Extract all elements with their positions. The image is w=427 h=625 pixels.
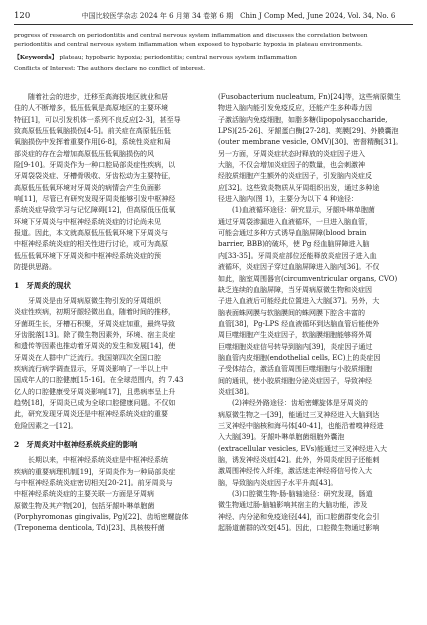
text-line: 疾病的重要病理机制[19]，牙周炎作为一种局部炎症 [14,467,176,476]
text-line: 入大脑[39]。牙龈卟啉单胞菌细胞外囊泡 [218,433,345,442]
abstract-line: periodontitis and central nervous system inflammation when exposed to hypobaric hypoxia in plateau environments. [14,42,363,49]
text-line: 大脑，不仅会增加炎症因子的数量，也会刺激神 [218,161,365,170]
text-line: 中枢神经系统炎症的主要关联一方面是牙周病 [14,490,154,499]
text-line: (3)口腔微生物-肠-脑轴途径：研究发现，肠道 [232,490,373,499]
page-number: 120 [14,11,31,21]
text-line: 此，研究发现牙周炎还是中枢神经系统炎症的重要 [14,410,168,419]
text-line: (2)神经外路途径：齿垢密螺旋体是牙周炎的 [232,399,368,408]
section-1-paragraph [14,296,209,432]
text-line: 神经、内分泌和免疫途径[44]，而口腔菌群变化会引 [218,512,380,521]
text-line: 激周围神经传入纤维，激活迷走神经将信号传入大 [218,467,372,476]
text-line: 部炎症的存在会增加高原低压低氧脑损伤的风 [14,149,154,158]
text-line: 报道。因此，本文就高原低压低氧环境下牙周炎与 [14,229,168,238]
continued-paragraph [218,92,413,205]
text-line: 防提供思路。 [14,263,56,272]
keywords-line [14,53,413,63]
text-line: 高原低压低氧环境对牙周炎的病情会产生负面影 [14,183,161,192]
route-3-paragraph [218,489,413,534]
text-line: 子激活脑内免疫细胞，如脂多糖(lipopolysaccharide, [218,115,388,124]
text-line: 低压低氧环境下牙周炎和中枢神经系统炎症的预 [14,251,161,260]
text-line: 系统炎症导致学习与记忆障碍[12]，但高原低压低氧 [14,206,176,215]
header-rule [14,24,413,25]
text-line: 趋势[18]，牙周炎已成为全球口腔健康问题。不仅如 [14,398,176,407]
text-line: 径进入脑内(图 1)，主要分为以下 4 种途径： [218,195,359,204]
section-2-paragraph [14,455,209,534]
text-line: 微生物通过肠-脑轴影响其宿主的大脑功能，涉及 [218,501,368,510]
text-line: 液循环，炎症因子穿过血脑屏障进入脑内[36]。不仅 [218,263,380,272]
text-line: LPS)[25-26]、牙龈蛋白酶[27-28]、荚膜[29]、外膜囊泡 [218,127,399,136]
text-line: 缺乏连续的血脑屏障，当牙周病原微生物和炎症因 [218,285,372,294]
text-line: (Treponema denticola, Td)[23]、具核梭杆菌 [14,524,165,533]
english-abstract-tail [14,32,413,74]
text-line: (outer membrane vesicle, OMV)[30]、密督精酶[31]。 [218,138,403,147]
text-line: 可能会通过多种方式诱导血脑屏障(blood brain [218,229,367,238]
abstract-line: progress of research on periodontitis and central nervous system inflammation and discusses the correlation between [14,33,368,39]
text-line: 起肠道菌群的改变[45]。因此，口腔微生物通过影响 [218,524,380,533]
text-line: 病原微生物之一[39]，能通过三叉神经进入大脑到达 [218,410,380,419]
text-line: 响[11]，尽管已有研究发现牙周炎能够引发中枢神经 [14,195,176,204]
text-line: 周巨噬细胞产生炎症因子，软脑膜细胞能够将外周 [218,331,372,340]
text-line: 牙周炎是由牙周病原微生物引发的牙周组织 [28,296,161,305]
text-line: 牙周袋袋炎症、牙槽骨吸收、牙齿松动为主要特征， [14,172,175,181]
text-line: 险[9-10]。牙周炎作为一种口腔局部炎症性疾病，以 [14,161,176,170]
text-line: 亿人的口腔健康受牙周炎影响[17]，且患病率呈上升 [14,387,176,396]
text-line: 长期以来，中枢神经系统炎症是中枢神经系统 [28,456,168,465]
text-line: (Porphyromonas gingivalis, Pg)[22]、齿垢密螺旋体 [14,513,189,522]
text-line: 牙齿脱落[13]。除了微生物因素外，环境、宿主炎症 [14,330,176,339]
text-line: 牙周炎在人群中广泛流行。我国第四次全国口腔 [14,353,161,362]
text-line: 脑表面蛛网膜与软脑膜间的蛛网膜下腔含丰富的 [218,308,365,317]
route-2-paragraph [218,398,413,489]
right-column [218,92,413,534]
text-line: 随着社会的进步，迁移至高海拔地区就业和居 [28,93,168,101]
text-line: 间的通讯，使小胶质细胞分泌炎症因子，导致神经 [218,376,372,385]
text-line: (extracellular vesicles, EVs)能通过三叉神经进入大 [218,444,387,453]
text-line: 脑，导致脑内炎症因子水平升高[43]。 [218,478,338,487]
text-line: 三叉神经中脑核和海马体[40-41]，也能沿着嗅神经进 [218,421,384,430]
text-line: 子受体结合，激活血管周围巨噬细胞与小胶质细胞 [218,365,372,374]
text-line: 炎症性疾病，初期牙龈轻微出血，随着时间的推移， [14,308,175,317]
text-line: 脑血管内皮细胞(endothelial cells, EC)上的炎症因 [218,353,381,362]
text-line: 危险因素之一[12]。 [14,421,78,430]
text-line: 氧脑损伤中发挥着重要作用[6-8]，系统性炎症和局 [14,138,171,147]
intro-paragraph [14,92,209,274]
text-line: 和遗传等因素也推动着牙周炎的发生和发展[14]，使 [14,342,176,351]
text-line: 与中枢神经系统炎症密切相关[20-21]。前牙周炎与 [14,479,173,487]
section-2-heading: 2 牙周炎对中枢神经系统炎症的影响 [14,439,138,449]
journal-citation: 中国比较医学杂志 2024 年 6 月第 34 卷第 6 期 Chin J Comp Med, June 2024, Vol. 34, No. 6 [81,12,396,20]
text-line: 血管[38]，Pg-LPS 经血液循环到达脑血管后能使外 [218,319,380,328]
text-line: 内[33-35]。牙周炎症部位还能释放炎症因子进入血 [218,251,377,260]
text-line: 物进入脑内能引发免疫反应，还能产生多种毒力因 [218,104,372,113]
text-line: 国成年人的口腔健康[15-16]。在全球范围内，约 7.43 [14,376,184,385]
keywords-label: 【Keywords】 [14,54,58,62]
text-line: 巨噬细胞炎症信号转导到脑内[39]，炎症因子通过 [218,342,373,351]
section-1-heading: 1 牙周炎的现状 [14,280,71,290]
text-line: 另一方面，牙周炎症状态时释放的炎症因子进入 [218,149,365,158]
text-line: (1)血液循环途径：研究显示，牙龈卟啉单胞菌 [232,206,375,215]
text-line: 住的人不断增多，低压低氧是高原地区的主要环境 [14,104,168,113]
abstract-lines [14,32,413,50]
left-column [14,92,209,535]
text-line: 炎症[38]。 [218,387,254,396]
text-line: 特征[1]，可以引发机体一系列不良反应[2-3]，甚至导 [14,115,181,124]
route-1-paragraph [218,205,413,398]
text-line: 如此，脑室周围器官(circumventricular organs, CVO) [218,274,398,283]
text-line: 致高原低压低氧脑损伤[4-5]。前关症在高原低压低 [14,127,171,136]
text-line: 原微生物及其产物[20]，包括牙龈卟啉单胞菌 [14,501,155,510]
text-line: 环境下牙周炎与中枢神经系统炎症的讨论尚未见 [14,217,161,226]
text-line: barrier, BBB)的破坏，使 Pg 经血脑屏障进入脑 [218,240,370,249]
text-line: 疾病流行病学调查显示，牙周炎影响了一半以上中 [14,364,168,373]
text-line: 经胶质细胞产生额外的炎症因子，引发脑内炎症反 [218,172,372,181]
text-line: 中枢神经系统炎症的相关性进行讨论，或可为高原 [14,240,168,249]
text-line: 应[32]。这些致炎物质从牙周组织出发，通过多种途 [218,183,380,192]
text-line: 子进入血液后可能经此位置进入大脑[37]。另外，大 [218,297,380,306]
keywords-text: plateau; hypobaric hypoxia; periodontitis; central nervous system inflammation [59,55,297,62]
running-header [14,9,413,23]
text-line: 脑，诱发神经炎症[42]。此外，外周炎症因子还能刺 [218,456,380,464]
text-line: (Fusobacterium nucleatum, Fn)[24]等，这些病原微生 [218,93,401,101]
text-line: 牙菌斑生长，牙槽石积聚，牙周炎症加重，最终导致 [14,319,175,328]
text-line: 通过牙周袋渗漏进入血液循环，一旦进入脑血管， [218,217,372,226]
conflict-statement: Conflicts of Interest: The authors declare no conflict of interest. [14,65,206,72]
